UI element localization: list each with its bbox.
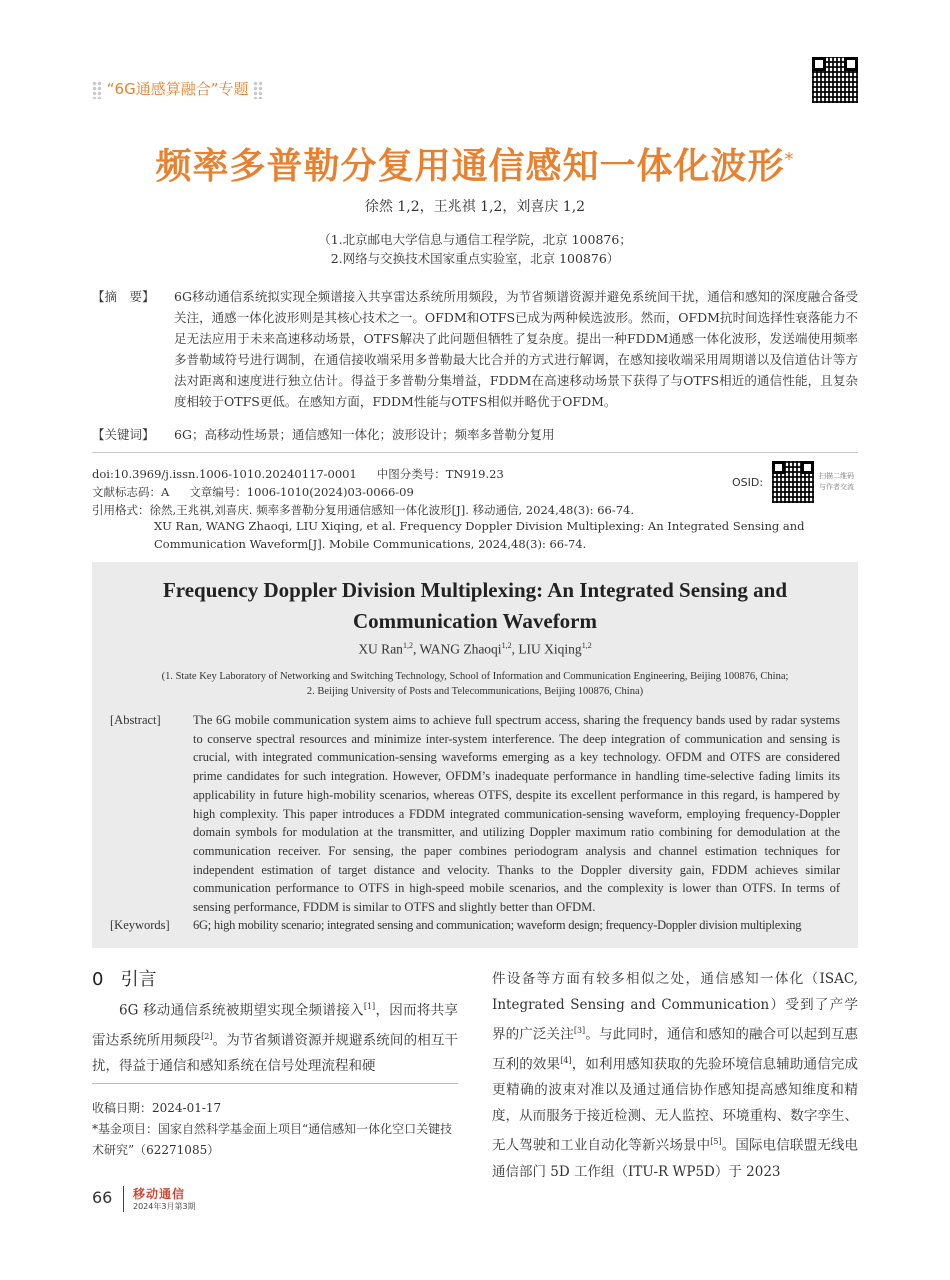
title-en-line: Communication Waveform (352, 609, 597, 633)
citation-ref[interactable]: [4] (560, 1055, 572, 1065)
footnotes (92, 1098, 458, 1161)
abstract-cn-label: 【摘 要】 (92, 289, 155, 304)
keywords-en-text: 6G; high mobility scenario; integrated sensing and communication; waveform design; frequency-Doppler division multiplexing (193, 918, 802, 932)
article-metadata (92, 465, 772, 519)
citation-ref[interactable]: [3] (573, 1026, 586, 1035)
abstract-cn (92, 286, 858, 412)
keywords-cn-label: 【关键词】 (92, 427, 155, 442)
affiliation-cn-line: 2.网络与交换技术国家重点实验室，北京 100876） (330, 251, 620, 266)
clc-number: 中图分类号：TN919.23 (376, 467, 504, 481)
journal-logo: 移动通信 (133, 1187, 186, 1201)
citation-ref[interactable]: [2] (201, 1031, 213, 1041)
citation-ref[interactable]: [1] (363, 1002, 376, 1011)
divider (92, 452, 858, 453)
body-column-left: 6G 移动通信系统被期望实现全频谱接入[1]，因而将共享雷达系统所用频段[2]。为节省频谱资源并规避系统间的相互干扰，得益于通信和感知系统在信号处理流程和硬 (92, 1002, 458, 1074)
issue-info: 2024年3月第3期 (133, 1202, 196, 1211)
abstract-en-text: The 6G mobile communication system aims to achieve full spectrum access, sharing the frequency bands used by radar systems to conserve spectral resources and minimize inter-system interference. The deep integration of communication and sensing is crucial, with integrated communication-sensing waveforms emerging as a key technology. OFDM and OTFS are considered prime candidates for such integration. However, OFDM’s inadequate performance in handling time-selective fading limits its applicability in future high-mobility scenarios, whereas OTFS, despite its excellent performance in this regard, is hampered by high complexity. This paper introduces a FDDM integrated communication-sensing waveform, employing frequency-Doppler domain symbols for modulation at the transmitter, and utilizing Doppler maximum ratio combining for demodulation at the communication receiver. For sensing, the paper combines periodogram analysis and channel estimation techniques for independent estimation of target distance and velocity. Thanks to the Doppler diversity gain, FDDM achieves similar communication performance to OTFS in high-speed mobile scenarios, and the complexity is lower than OTFS. In terms of sensing performance, FDDM is similar to OTFS and slightly better than OFDM. (193, 713, 840, 915)
citation-cn: 引用格式：徐然,王兆祺,刘喜庆. 频率多普勒分复用通信感知一体化波形[J]. 移动通信, 2024,48(3): 66-74. (92, 503, 635, 517)
doi[interactable]: doi:10.3969/j.issn.1006-1010.20240117-0001 (92, 467, 357, 481)
body-column-right: 件设备等方面有较多相似之处，通信感知一体化（ISAC, Integrated Sensing and Communication）受到了产学界的广泛关注[3]。与此同时，通信和感知的融合可以起到互惠互利的效果[4]，如利用感知获取的先验环境信息辅助通信完成更精确的波束对准以及通过通信协作感知提高感知维度和精度，从而服务于接近检测、无人监控、环境重构、数字孪生、无人驾驶和工业自动化等新兴场景中[5]。国际电信联盟无线电通信部门 5D 工作组（ITU-R WP5D）于 2023 (492, 971, 858, 1180)
series-header (92, 78, 263, 99)
citation-ref[interactable]: [5] (710, 1137, 722, 1146)
keywords-en-label: [Keywords] (110, 918, 170, 932)
affiliations-en: (1. State Key Laboratory of Networking and Switching Technology, School of Information and Communication Engineering, Beijing 100876, China; 2. Beijing University of Posts and Telecommunications, Beijing 100876, China) (161, 671, 789, 697)
fund-note: *基金项目：国家自然科学基金面上项目“通信感知一体化空口关键技术研究”（62271085） (92, 1122, 453, 1157)
keywords-cn (92, 424, 858, 445)
abstract-cn-text: 6G移动通信系统拟实现全频谱接入共享雷达系统所用频段，为节省频谱资源并避免系统间干扰，通信和感知的深度融合备受关注，通感一体化波形则是其核心技术之一。OFDM和OTFS已成为两种候选波形。然而，OFDM抗时间选择性衰落能力不足无法应用于未来高速移动场景，OTFS解决了此问题但牺牲了复杂度。提出一种FDDM通感一体化波形，发送端使用频率多普勒域符号进行调制，在通信接收端采用多普勒最大比合并的方式进行解调，在感知接收端采用周期谱以及信道估计等方法对距离和速度进行独立估计。得益于多普勒分集增益，FDDM在高速移动场景下获得了与OTFS相近的通信性能，且复杂度相较于OTFS更低。在感知方面，FDDM性能与OTFS相似并略优于OFDM。 (174, 289, 858, 409)
osid-note: 扫描二维码 与作者交流 (819, 472, 854, 491)
affiliations-cn (0, 230, 950, 268)
dots-decoration-left (92, 81, 102, 99)
title-footnote-mark: * (784, 149, 795, 170)
footer-divider (123, 1186, 124, 1212)
keywords-en (110, 916, 840, 935)
abstract-en-label: [Abstract] (110, 713, 161, 727)
affiliation-cn-line: （1.北京邮电大学信息与通信工程学院，北京 100876； (318, 232, 632, 247)
series-title: “6G通感算融合”专题 (106, 80, 249, 98)
received-date: 收稿日期：2024-01-17 (92, 1101, 222, 1115)
keywords-cn-text: 6G；高移动性场景；通信感知一体化；波形设计；频率多普勒分复用 (174, 427, 555, 442)
osid-qr-icon (772, 461, 814, 503)
abstract-en (110, 711, 840, 917)
osid-label: OSID: (732, 476, 764, 489)
paper-title-en (92, 575, 858, 637)
footnote-divider (92, 1083, 458, 1084)
dots-decoration-right (253, 81, 263, 99)
title-en-line: Frequency Doppler Division Multiplexing: An Integrated Sensing and (162, 578, 788, 602)
authors-cn: 徐然 1,2，王兆祺 1,2，刘喜庆 1,2 (364, 199, 586, 215)
page-number: 66 (92, 1188, 113, 1207)
qr-code-icon (812, 57, 858, 103)
article-number: 文章编号：1006-1010(2024)03-0066-09 (189, 485, 414, 499)
doc-code: 文献标志码：A (92, 485, 170, 499)
citation-en: XU Ran, WANG Zhaoqi, LIU Xiqing, et al. Frequency Doppler Division Multiplexing: An Integrated Sensing and Communication Waveform[J]. Mobile Communications, 2024,48(3): 66-74. (154, 519, 805, 551)
authors-en: XU Ran$^{1,2}$, WANG Zhaoqi$^{1,2}$, LIU Xiqing$^{1,2}$ (358, 641, 592, 657)
section-heading: 0 引言 (92, 969, 157, 990)
paper-title-cn: 频率多普勒分复用通信感知一体化波形* (155, 146, 795, 187)
